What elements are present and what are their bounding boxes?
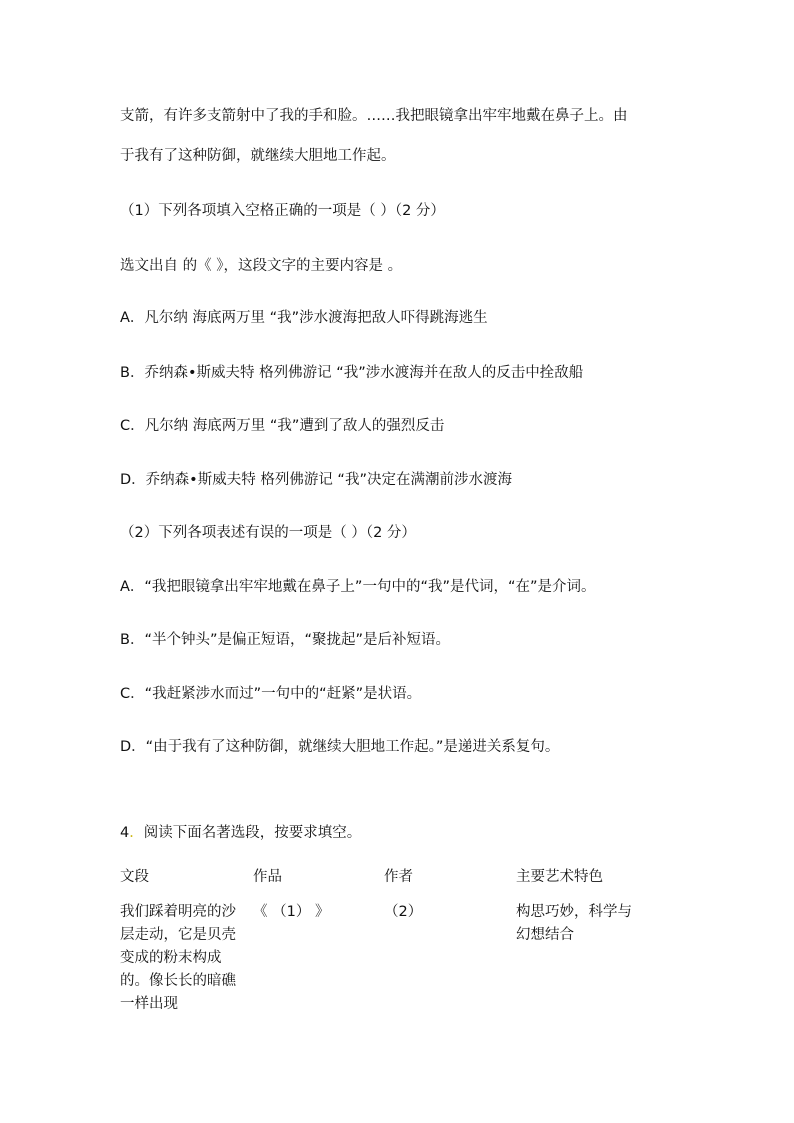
table-header-passage: 文段	[120, 869, 149, 885]
table-header-author: 作者	[384, 869, 413, 885]
question-4-heading	[120, 824, 361, 842]
table-header-feature: 主要艺术特色	[516, 869, 603, 885]
table-cell-passage: 我们踩着明亮的沙层走动，它是贝壳变成的粉末构成的。像长长的暗礁一样出现	[120, 904, 236, 1012]
question-1-stem: （1）下列各项填入空格正确的一项是（ ）（2 分）	[120, 203, 445, 219]
table-cell-author: （2）	[384, 904, 423, 920]
question-2-option-c: C．“我赶紧涉水而过”一句中的“赶紧”是状语。	[120, 686, 422, 702]
question-2-stem: （2）下列各项表述有误的一项是（ ）（2 分）	[120, 525, 416, 541]
table-header-work: 作品	[253, 869, 282, 885]
question-4-mark: ．	[129, 825, 144, 841]
question-1-option-b: B．乔纳森•斯威夫特 格列佛游记 “我”涉水渡海并在敌人的反击中拴敌船	[120, 365, 584, 381]
question-4-number: 4	[120, 825, 130, 841]
table-cell-feature: 构思巧妙，科学与幻想结合	[516, 904, 632, 943]
table-cell-work: 《 （1） 》	[253, 904, 330, 920]
question-1-option-d: D．乔纳森•斯威夫特 格列佛游记 “我”决定在满潮前涉水渡海	[120, 472, 512, 488]
question-2-option-d: D．“由于我有了这种防御，就继续大胆地工作起。”是递进关系复句。	[120, 739, 560, 755]
question-1-option-c: C．凡尔纳 海底两万里 “我”遭到了敌人的强烈反击	[120, 418, 445, 434]
question-4-text: 阅读下面名著选段，按要求填空。	[143, 825, 362, 841]
question-2-option-a: A．“我把眼镜拿出牢牢地戴在鼻子上”一句中的“我”是代词，“在”是介词。	[120, 579, 596, 595]
question-1-prompt: 选文出自 的《 》，这段文字的主要内容是 。	[120, 258, 403, 274]
question-2-option-b: B．“半个钟头”是偏正短语，“聚拢起”是后补短语。	[120, 632, 450, 648]
passage-line-1: 支箭，有许多支箭射中了我的手和脸。……我把眼镜拿出牢牢地戴在鼻子上。由	[120, 108, 628, 124]
passage-line-2: 于我有了这种防御，就继续大胆地工作起。	[120, 148, 396, 164]
question-1-option-a: A．凡尔纳 海底两万里 “我”涉水渡海把敌人吓得跳海逃生	[120, 310, 488, 326]
